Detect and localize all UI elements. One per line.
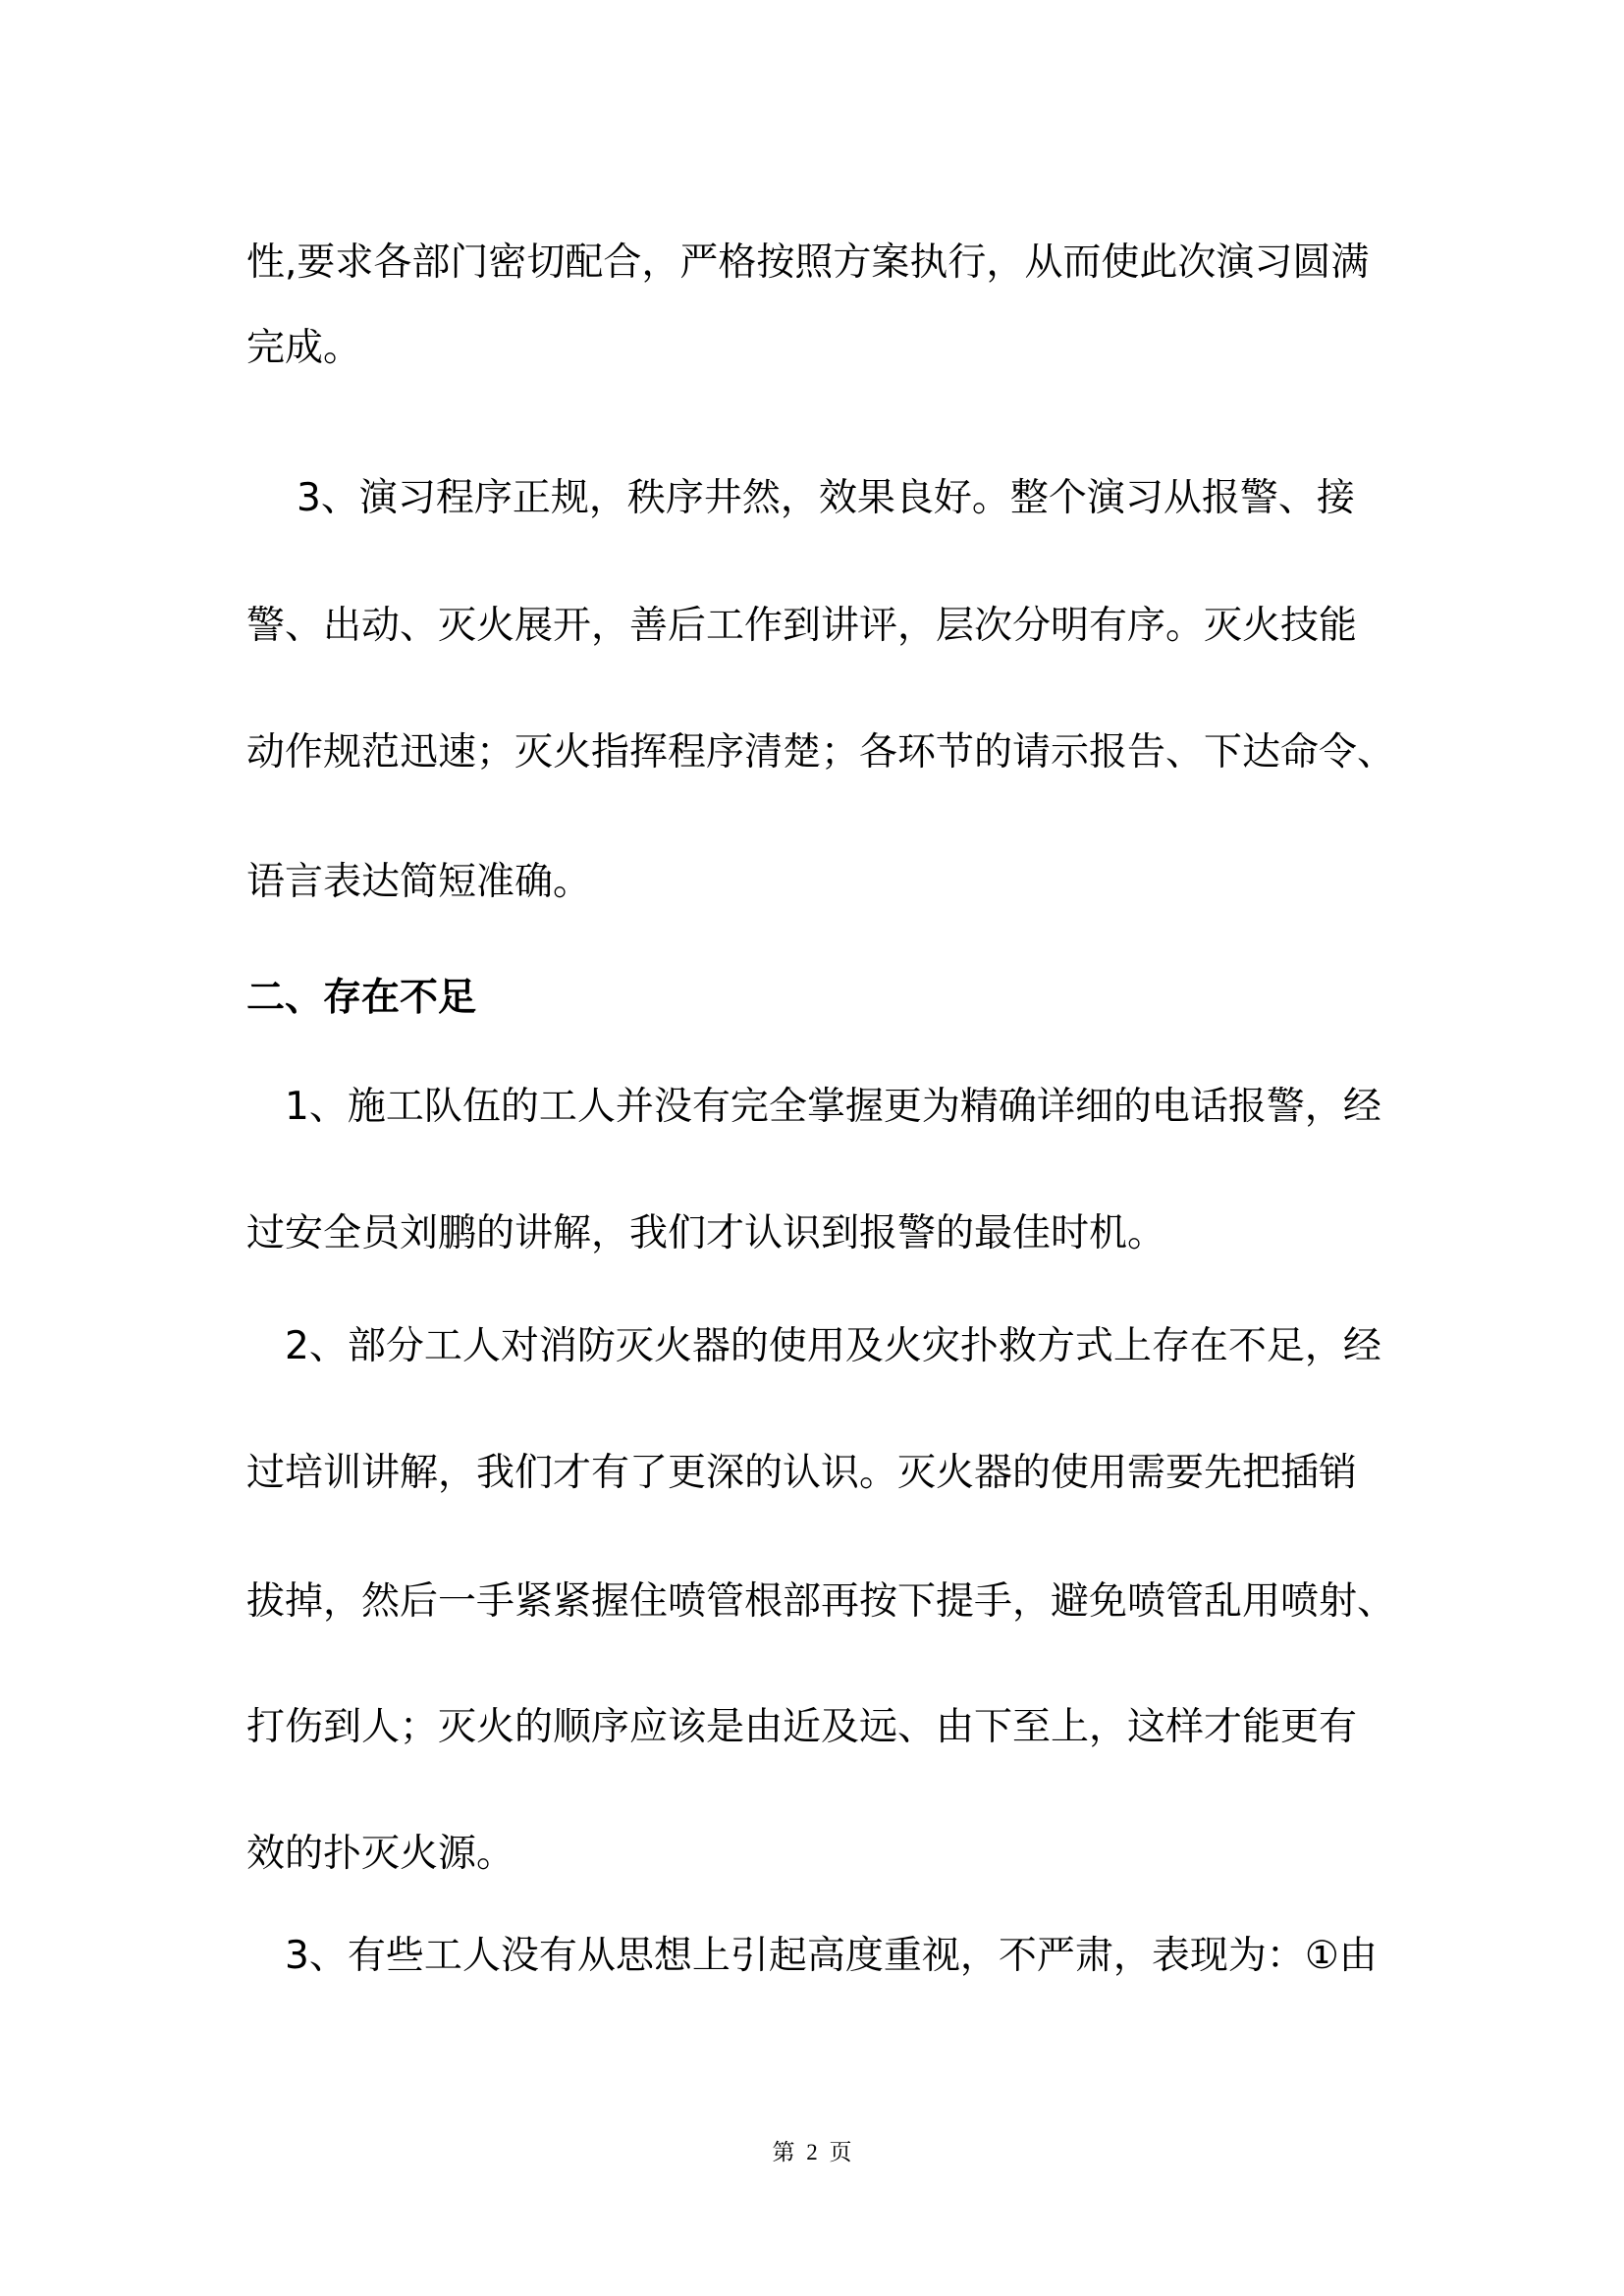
body-text-line: 警、出动、灭火展开，善后工作到讲评，层次分明有序。灭火技能 (246, 604, 1358, 648)
paragraph-3-start: 3、演习程序正规，秩序井然，效果良好。整个演习从报警、接 (297, 476, 1355, 520)
body-text-line: 过安全员刘鹏的讲解，我们才认识到报警的最佳时机。 (246, 1211, 1166, 1255)
body-text-line: 拔掉，然后一手紧紧握住喷管根部再按下提手，避免喷管乱用喷射、 (246, 1579, 1396, 1624)
body-text-line: 动作规范迅速；灭火指挥程序清楚；各环节的请示报告、下达命令、 (246, 730, 1396, 774)
body-text-line: 效的扑灭火源。 (246, 1832, 515, 1876)
section-heading: 二、存在不足 (246, 976, 477, 1020)
body-text-line: 打伤到人；灭火的顺序应该是由近及远、由下至上，这样才能更有 (246, 1705, 1358, 1749)
body-text-line: 过培训讲解，我们才有了更深的认识。灭火器的使用需要先把插销 (246, 1451, 1358, 1495)
body-text-line: 性,要求各部门密切配合，严格按照方案执行，从而使此次演习圆满 (246, 240, 1370, 285)
list-item-1-start: 1、施工队伍的工人并没有完全掌握更为精确详细的电话报警，经 (285, 1085, 1381, 1129)
body-text-line: 语言表达简短准确。 (246, 860, 592, 904)
list-item-3-start: 3、有些工人没有从思想上引起高度重视，不严肃，表现为：①由 (285, 1934, 1378, 1978)
page-number-footer: 第 2 页 (772, 2140, 852, 2164)
list-item-2-start: 2、部分工人对消防灭火器的使用及火灾扑救方式上存在不足，经 (285, 1324, 1381, 1368)
body-text-line: 完成。 (246, 326, 362, 370)
